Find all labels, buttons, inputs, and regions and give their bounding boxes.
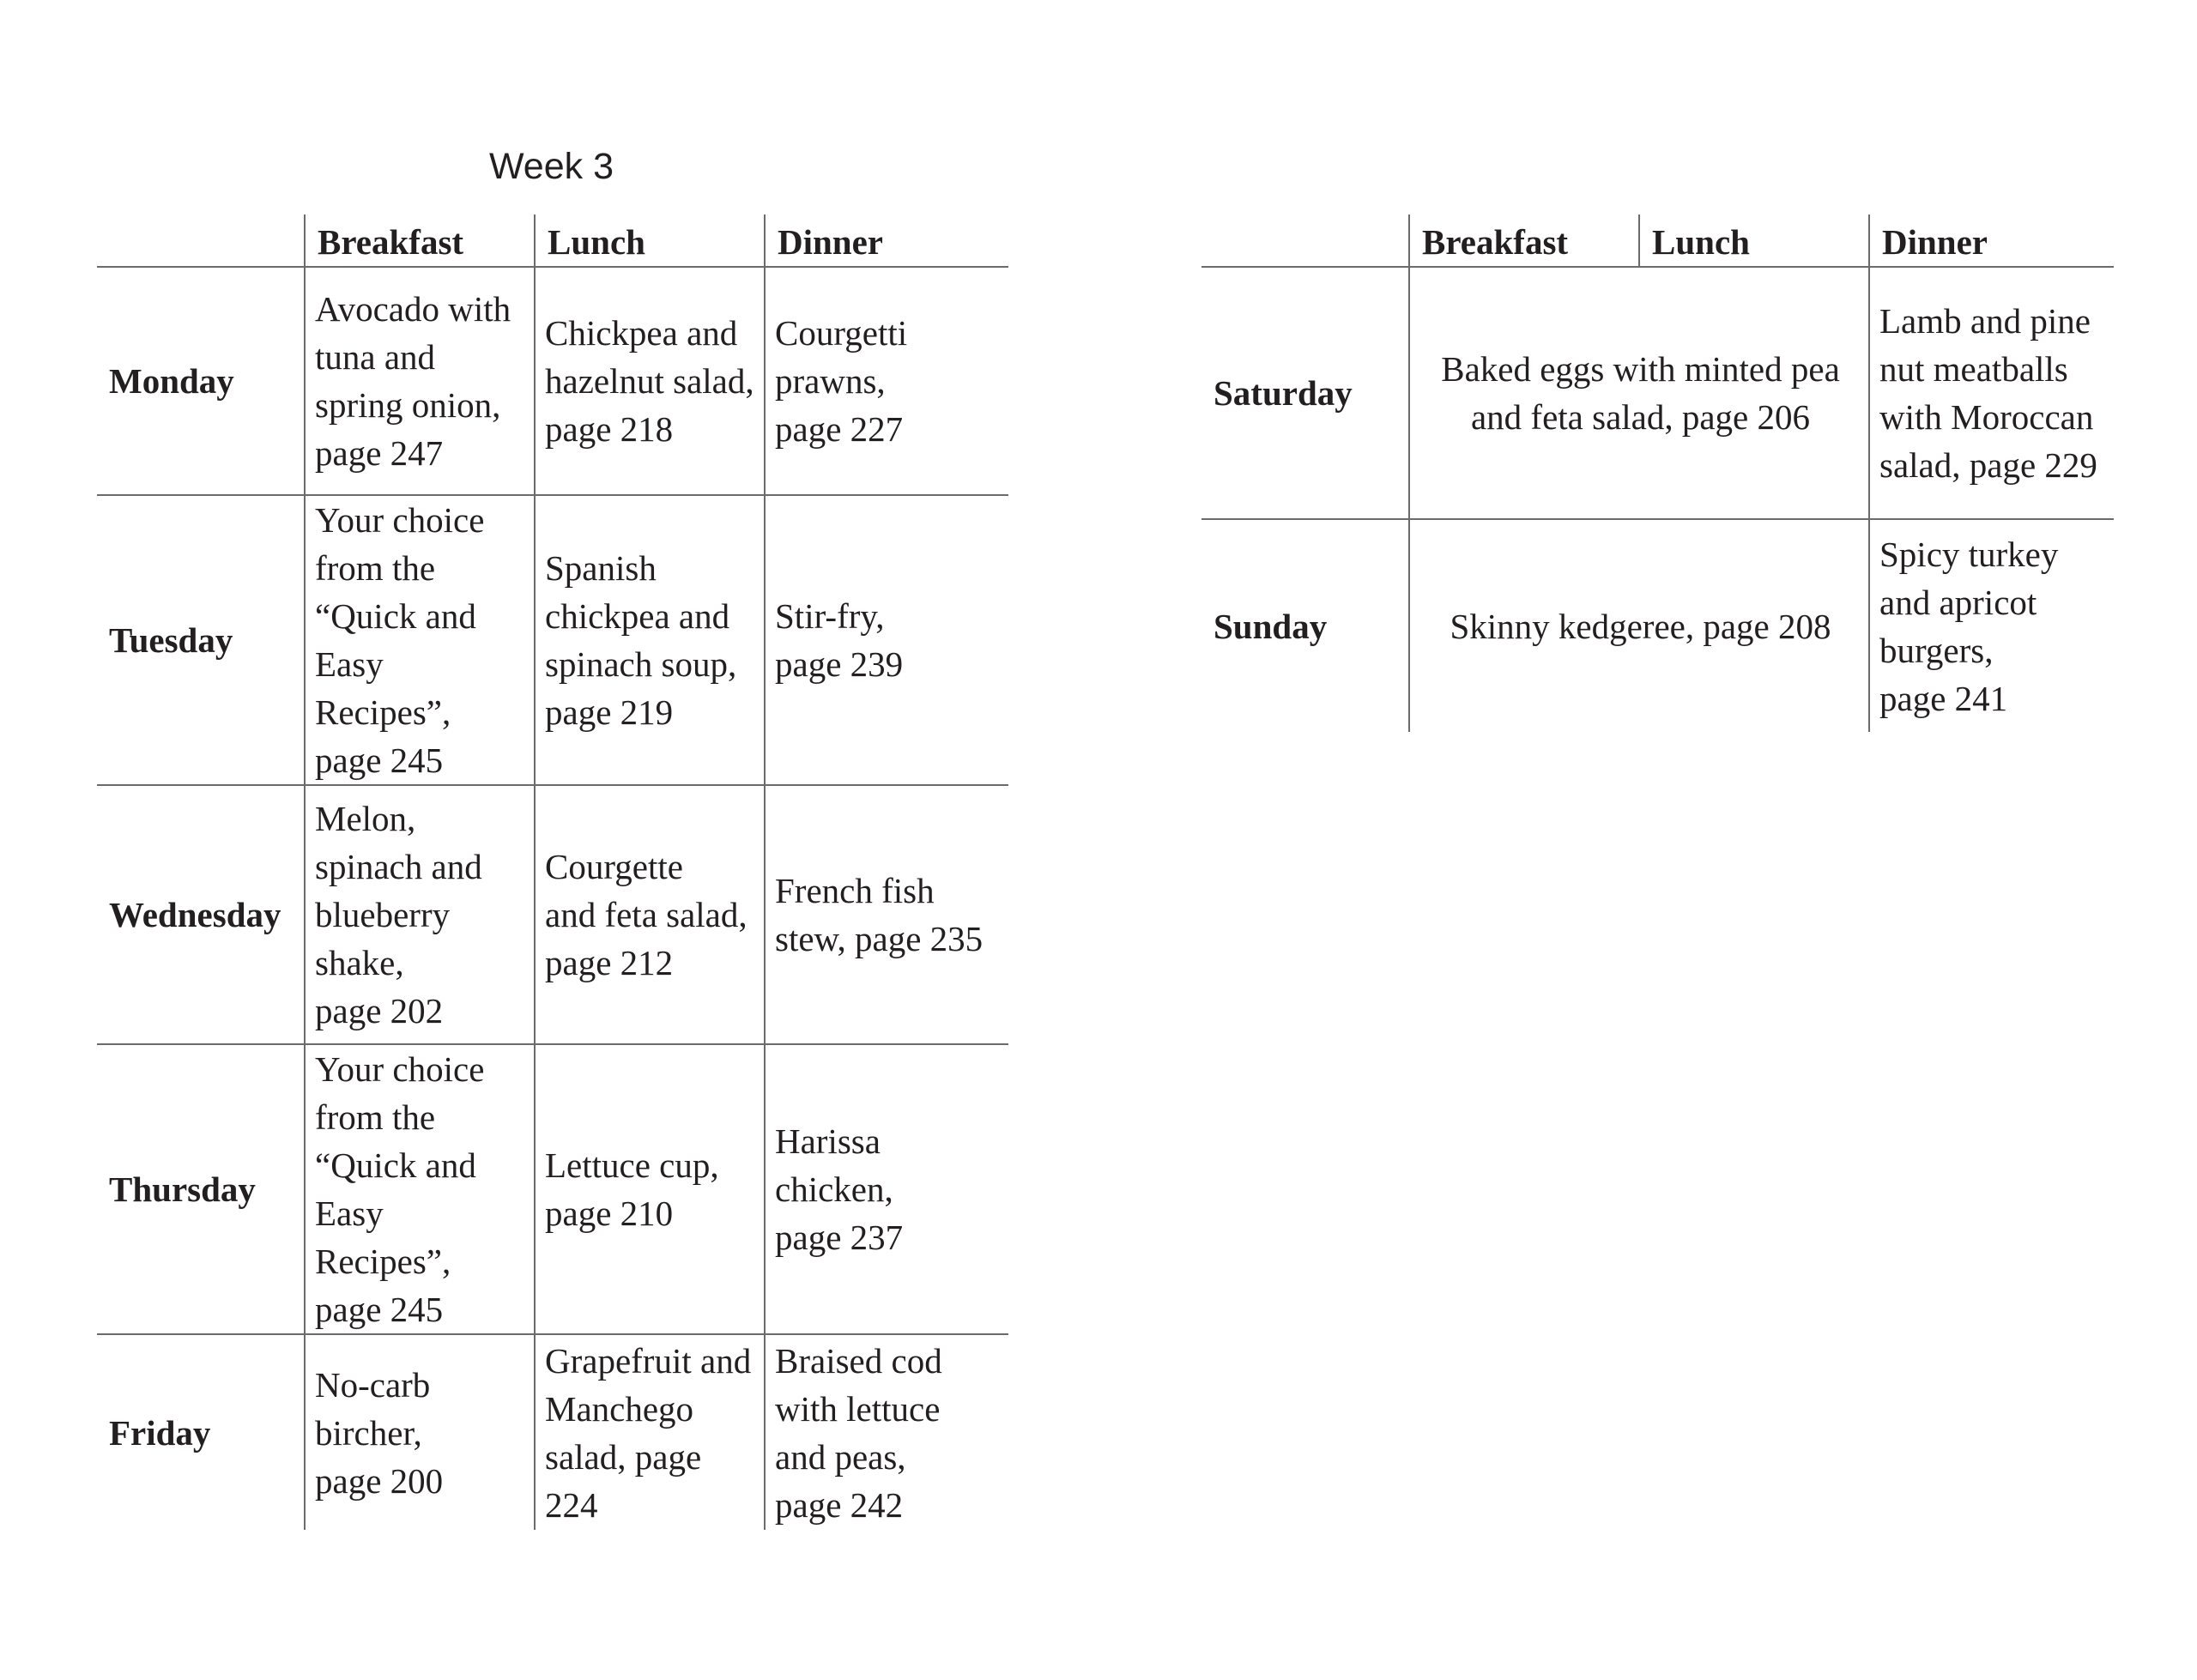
day-label: Tuesday [109, 620, 233, 660]
breakfast-lunch-cell: Skinny kedgeree, page 208 [1409, 519, 1869, 732]
breakfast-header: Breakfast [305, 215, 535, 267]
breakfast-cell: No-carb bircher, page 200 [305, 1334, 535, 1530]
lunch-header: Lunch [535, 215, 765, 267]
dinner-cell: Spicy turkey and apricot burgers, page 241 [1869, 519, 2114, 732]
dinner-cell: Harissa chicken, page 237 [765, 1044, 1008, 1334]
breakfast-header: Breakfast [1409, 215, 1639, 267]
breakfast-cell: Your choice from the “Quick and Easy Recipes”, page 245 [305, 495, 535, 785]
breakfast-lunch-cell: Baked eggs with minted pea and feta salad, page 206 [1409, 267, 1869, 519]
day-label: Thursday [109, 1169, 256, 1209]
dinner-header: Dinner [1869, 215, 2114, 267]
table-row [97, 495, 1008, 785]
week-title: Week 3 [489, 146, 614, 187]
lunch-cell: Lettuce cup, page 210 [535, 1044, 765, 1334]
day-label: Wednesday [109, 895, 281, 934]
weekend-meal-table [1201, 215, 2114, 732]
header-row [97, 215, 1008, 267]
lunch-header: Lunch [1639, 215, 1869, 267]
lunch-cell: Courgette and feta salad, page 212 [535, 785, 765, 1044]
lunch-cell: Grapefruit and Manchego salad, page 224 [535, 1334, 765, 1530]
corner-cell [1201, 215, 1409, 267]
lunch-cell: Spanish chickpea and spinach soup, page 219 [535, 495, 765, 785]
header-row [1201, 215, 2114, 267]
breakfast-cell: Melon, spinach and blueberry shake, page 202 [305, 785, 535, 1044]
day-label: Monday [109, 361, 234, 401]
dinner-cell: Courgetti prawns, page 227 [765, 267, 1008, 495]
corner-cell [97, 215, 305, 267]
day-label: Saturday [1213, 373, 1353, 413]
dinner-cell: Stir-fry, page 239 [765, 495, 1008, 785]
table-row [1201, 519, 2114, 732]
table-row [97, 785, 1008, 1044]
lunch-cell: Chickpea and hazelnut salad, page 218 [535, 267, 765, 495]
table-row [97, 1044, 1008, 1334]
breakfast-cell: Avocado with tuna and spring onion, page 247 [305, 267, 535, 495]
table-row [97, 267, 1008, 495]
table-row [1201, 267, 2114, 519]
day-label: Sunday [1213, 606, 1328, 646]
dinner-cell: Braised cod with lettuce and peas, page 242 [765, 1334, 1008, 1530]
weekday-meal-table [97, 215, 1008, 1530]
dinner-header: Dinner [765, 215, 1008, 267]
dinner-cell: French fish stew, page 235 [765, 785, 1008, 1044]
table-row [97, 1334, 1008, 1530]
day-label: Friday [109, 1412, 211, 1453]
breakfast-cell: Your choice from the “Quick and Easy Recipes”, page 245 [305, 1044, 535, 1334]
dinner-cell: Lamb and pine nut meatballs with Moroccan salad, page 229 [1869, 267, 2114, 519]
